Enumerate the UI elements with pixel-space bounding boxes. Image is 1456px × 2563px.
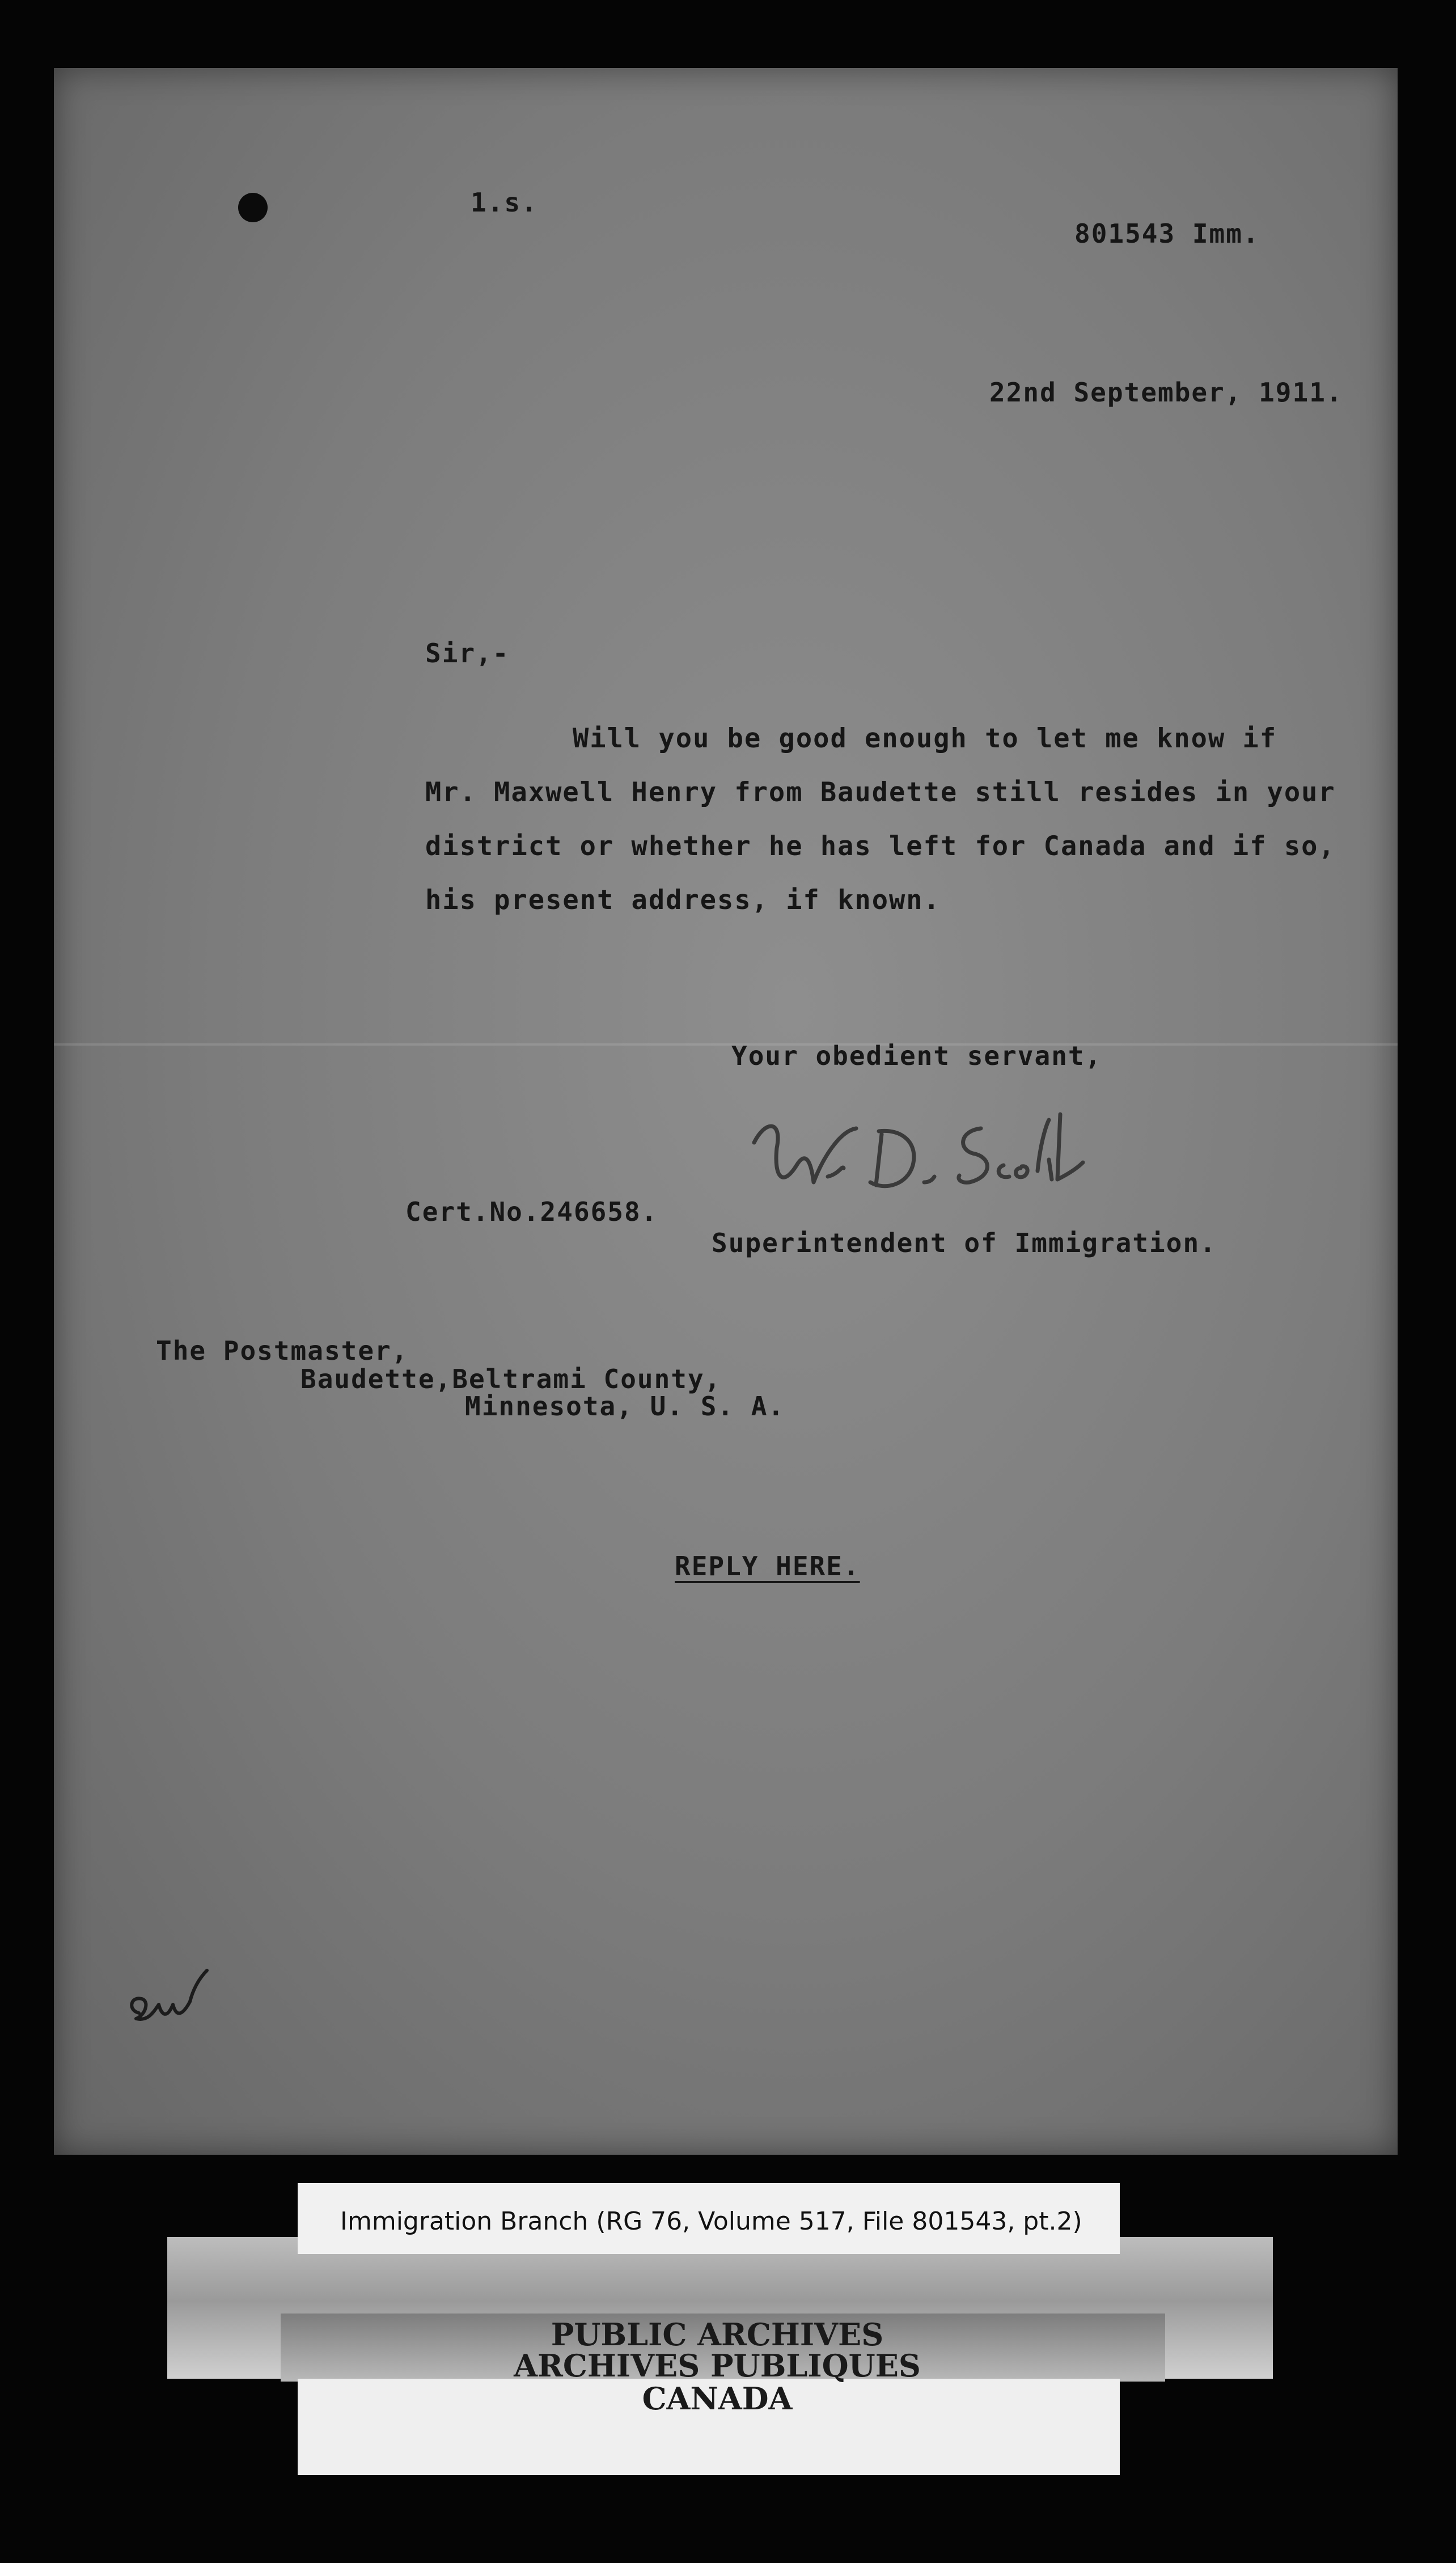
stamp-line-1: PUBLIC ARCHIVES [551, 2316, 884, 2353]
archive-stamp-seal [493, 2316, 941, 2417]
recipient-line-2: Baudette,Beltrami County, [300, 1364, 722, 1394]
salutation: Sir,- [425, 638, 510, 669]
recipient-line-1: The Postmaster, [156, 1335, 409, 1366]
closing: Your obedient servant, [731, 1041, 1102, 1071]
signature-strokes [754, 1114, 1083, 1186]
body-line-3: district or whether he has left for Canada and if so, [425, 831, 1336, 862]
reply-here-note: REPLY HERE. [675, 1551, 860, 1581]
paper-fold [54, 1043, 1398, 1046]
signer-title: Superintendent of Immigration. [712, 1228, 1217, 1258]
body-line-2: Mr. Maxwell Henry from Baudette still resides in your [425, 777, 1336, 808]
stamp-line-3: CANADA [642, 2380, 793, 2417]
punch-hole [238, 193, 268, 222]
body-line-1: Will you be good enough to let me know if [573, 723, 1277, 754]
letter-date: 22nd September, 1911. [989, 377, 1343, 408]
file-reference: 801543 Imm. [1074, 218, 1260, 249]
handwritten-margin-mark [119, 1951, 215, 2036]
archive-citation: Immigration Branch (RG 76, Volume 517, File 801543, pt.2) [340, 2207, 1082, 2236]
typist-initials: 1.s. [471, 187, 538, 218]
recipient-line-3: Minnesota, U. S. A. [465, 1391, 785, 1422]
stamp-line-2: ARCHIVES PUBLIQUES [514, 2348, 921, 2384]
margin-mark-strokes [132, 1970, 207, 2019]
signature [743, 1097, 1094, 1216]
certificate-number: Cert.No.246658. [405, 1196, 658, 1227]
body-line-4: his present address, if known. [425, 885, 941, 916]
